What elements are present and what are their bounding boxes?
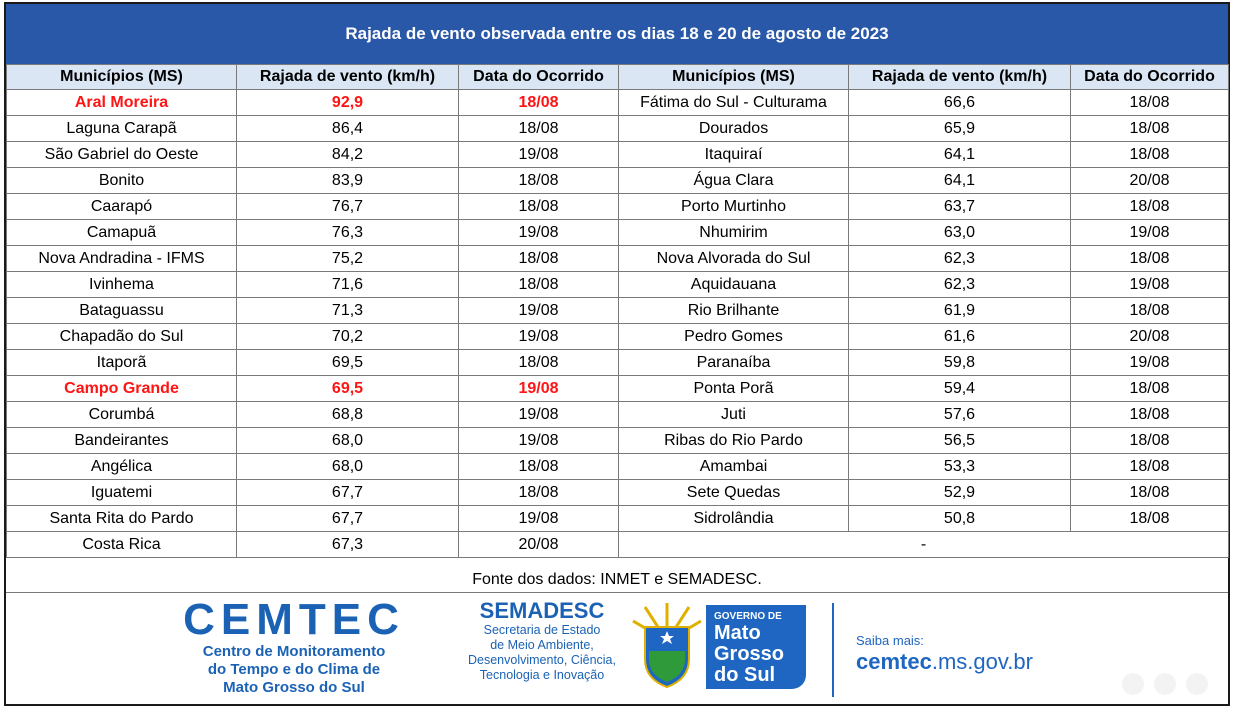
right-city-cell: Fátima do Sul - Culturama (619, 90, 849, 116)
semadesc-line-4: Tecnologia e Inovação (479, 668, 605, 682)
semadesc-line-2: de Meio Ambiente, (490, 638, 594, 652)
table-body (7, 90, 1229, 558)
left-city-cell: Camapuã (7, 220, 237, 246)
right-date-cell: 20/08 (1071, 168, 1229, 194)
wind-gust-table (6, 64, 1229, 558)
right-gust-cell: 62,3 (849, 272, 1071, 298)
left-city-cell: Angélica (7, 454, 237, 480)
right-gust-cell: 50,8 (849, 506, 1071, 532)
right-city-cell: Ponta Porã (619, 376, 849, 402)
website-link-bold: cemtec (856, 649, 932, 674)
right-date-cell: 18/08 (1071, 90, 1229, 116)
right-date-cell: 18/08 (1071, 480, 1229, 506)
right-date-cell: 18/08 (1071, 194, 1229, 220)
right-gust-cell: 56,5 (849, 428, 1071, 454)
left-date-cell: 18/08 (459, 194, 619, 220)
left-gust-cell: 67,7 (237, 506, 459, 532)
col-header-date-2: Data do Ocorrido (1071, 65, 1229, 90)
footer-logos (6, 593, 1228, 704)
table-row (7, 298, 1229, 324)
col-header-city: Municípios (MS) (7, 65, 237, 90)
left-gust-cell: 67,7 (237, 480, 459, 506)
left-date-cell: 19/08 (459, 220, 619, 246)
right-city-cell: Rio Brilhante (619, 298, 849, 324)
left-date-cell: 19/08 (459, 376, 619, 402)
right-city-cell: Juti (619, 402, 849, 428)
right-gust-cell: 64,1 (849, 168, 1071, 194)
left-gust-cell: 76,7 (237, 194, 459, 220)
left-gust-cell: 69,5 (237, 350, 459, 376)
right-date-cell: 20/08 (1071, 324, 1229, 350)
left-city-cell: Ivinhema (7, 272, 237, 298)
left-date-cell: 18/08 (459, 454, 619, 480)
cemtec-logo (174, 597, 414, 697)
left-date-cell: 19/08 (459, 142, 619, 168)
report-title: Rajada de vento observada entre os dias 18 e 20 de agosto de 2023 (6, 4, 1228, 64)
left-gust-cell: 86,4 (237, 116, 459, 142)
right-gust-cell: 62,3 (849, 246, 1071, 272)
right-city-cell: Ribas do Rio Pardo (619, 428, 849, 454)
right-city-cell: Paranaíba (619, 350, 849, 376)
table-row (7, 90, 1229, 116)
table-row (7, 376, 1229, 402)
left-date-cell: 18/08 (459, 116, 619, 142)
left-date-cell: 18/08 (459, 168, 619, 194)
cemtec-subtitle-1: Centro de Monitoramento (202, 643, 386, 660)
table-row (7, 246, 1229, 272)
left-gust-cell: 69,5 (237, 376, 459, 402)
right-gust-cell: 57,6 (849, 402, 1071, 428)
left-city-cell: Caarapó (7, 194, 237, 220)
left-city-cell: Chapadão do Sul (7, 324, 237, 350)
table-row (7, 402, 1229, 428)
semadesc-line-1: Secretaria de Estado (483, 623, 601, 637)
learn-more (856, 633, 1033, 675)
social-icon-3 (1186, 673, 1208, 695)
left-city-cell: São Gabriel do Oeste (7, 142, 237, 168)
left-date-cell: 19/08 (459, 402, 619, 428)
cemtec-subtitle-2: do Tempo e do Clima de (207, 661, 381, 678)
col-header-gust-2: Rajada de vento (km/h) (849, 65, 1071, 90)
left-city-cell: Bataguassu (7, 298, 237, 324)
right-gust-cell: 65,9 (849, 116, 1071, 142)
right-gust-cell: 52,9 (849, 480, 1071, 506)
right-date-cell: 18/08 (1071, 376, 1229, 402)
right-city-cell: Sidrolândia (619, 506, 849, 532)
cemtec-name: CEMTEC (183, 595, 405, 644)
left-date-cell: 18/08 (459, 90, 619, 116)
table-row (7, 454, 1229, 480)
left-gust-cell: 92,9 (237, 90, 459, 116)
table-row (7, 532, 1229, 558)
left-gust-cell: 70,2 (237, 324, 459, 350)
semadesc-line-3: Desenvolvimento, Ciência, (468, 653, 616, 667)
left-date-cell: 18/08 (459, 246, 619, 272)
right-gust-cell: 59,8 (849, 350, 1071, 376)
left-gust-cell: 67,3 (237, 532, 459, 558)
right-gust-cell: 63,0 (849, 220, 1071, 246)
gov-name-1: Mato (714, 622, 761, 644)
right-date-cell: 18/08 (1071, 402, 1229, 428)
right-gust-cell: 66,6 (849, 90, 1071, 116)
left-date-cell: 19/08 (459, 506, 619, 532)
right-city-cell: Itaquiraí (619, 142, 849, 168)
table-row (7, 350, 1229, 376)
right-date-cell: 18/08 (1071, 454, 1229, 480)
right-city-cell: Amambai (619, 454, 849, 480)
col-header-gust: Rajada de vento (km/h) (237, 65, 459, 90)
col-header-date: Data do Ocorrido (459, 65, 619, 90)
left-gust-cell: 71,3 (237, 298, 459, 324)
right-city-cell: Nova Alvorada do Sul (619, 246, 849, 272)
left-city-cell: Iguatemi (7, 480, 237, 506)
left-date-cell: 20/08 (459, 532, 619, 558)
right-date-cell: 18/08 (1071, 428, 1229, 454)
left-date-cell: 18/08 (459, 480, 619, 506)
right-city-cell: Porto Murtinho (619, 194, 849, 220)
website-link[interactable] (856, 649, 1033, 675)
table-row (7, 142, 1229, 168)
website-link-rest: .ms.gov.br (931, 649, 1033, 674)
right-gust-cell: 63,7 (849, 194, 1071, 220)
table-row (7, 168, 1229, 194)
left-city-cell: Aral Moreira (7, 90, 237, 116)
right-gust-cell: 61,6 (849, 324, 1071, 350)
right-date-cell: 18/08 (1071, 506, 1229, 532)
table-row (7, 194, 1229, 220)
left-date-cell: 18/08 (459, 350, 619, 376)
right-city-cell: Dourados (619, 116, 849, 142)
right-date-cell: 19/08 (1071, 350, 1229, 376)
state-crest-icon (631, 601, 703, 691)
report-frame (4, 2, 1230, 706)
gov-name-3: do Sul (714, 664, 776, 686)
left-city-cell: Costa Rica (7, 532, 237, 558)
learn-more-label: Saiba mais: (856, 633, 924, 648)
right-date-cell: 19/08 (1071, 272, 1229, 298)
table-row (7, 428, 1229, 454)
left-gust-cell: 68,8 (237, 402, 459, 428)
left-city-cell: Bonito (7, 168, 237, 194)
data-source-note: Fonte dos dados: INMET e SEMADESC. (6, 568, 1228, 593)
social-icon-1 (1122, 673, 1144, 695)
right-date-cell: 18/08 (1071, 298, 1229, 324)
table-header-row (7, 65, 1229, 90)
gov-label: GOVERNO DE (714, 611, 782, 622)
right-city-cell: Água Clara (619, 168, 849, 194)
left-city-cell: Nova Andradina - IFMS (7, 246, 237, 272)
left-city-cell: Itaporã (7, 350, 237, 376)
right-gust-cell: 64,1 (849, 142, 1071, 168)
left-date-cell: 18/08 (459, 272, 619, 298)
semadesc-name: SEMADESC (479, 598, 605, 623)
table-row (7, 272, 1229, 298)
right-city-cell: Nhumirim (619, 220, 849, 246)
semadesc-logo (442, 599, 642, 683)
col-header-city-2: Municípios (MS) (619, 65, 849, 90)
right-gust-cell: 53,3 (849, 454, 1071, 480)
table-row (7, 480, 1229, 506)
left-city-cell: Bandeirantes (7, 428, 237, 454)
left-city-cell: Laguna Carapã (7, 116, 237, 142)
empty-cell: - (619, 532, 1229, 558)
left-city-cell: Corumbá (7, 402, 237, 428)
right-date-cell: 18/08 (1071, 142, 1229, 168)
social-icon-2 (1154, 673, 1176, 695)
right-city-cell: Pedro Gomes (619, 324, 849, 350)
right-date-cell: 18/08 (1071, 246, 1229, 272)
table-row (7, 220, 1229, 246)
left-gust-cell: 84,2 (237, 142, 459, 168)
left-gust-cell: 68,0 (237, 454, 459, 480)
right-gust-cell: 59,4 (849, 376, 1071, 402)
right-gust-cell: 61,9 (849, 298, 1071, 324)
left-gust-cell: 76,3 (237, 220, 459, 246)
left-gust-cell: 71,6 (237, 272, 459, 298)
footer-divider (832, 603, 834, 697)
right-city-cell: Aquidauana (619, 272, 849, 298)
right-city-cell: Sete Quedas (619, 480, 849, 506)
gov-name-2: Grosso (714, 643, 785, 665)
table-row (7, 506, 1229, 532)
left-city-cell: Santa Rita do Pardo (7, 506, 237, 532)
table-row (7, 116, 1229, 142)
right-date-cell: 19/08 (1071, 220, 1229, 246)
left-date-cell: 19/08 (459, 324, 619, 350)
cemtec-subtitle-3: Mato Grosso do Sul (223, 679, 365, 696)
left-city-cell: Campo Grande (7, 376, 237, 402)
left-gust-cell: 75,2 (237, 246, 459, 272)
left-date-cell: 19/08 (459, 298, 619, 324)
left-gust-cell: 68,0 (237, 428, 459, 454)
table-row (7, 324, 1229, 350)
right-date-cell: 18/08 (1071, 116, 1229, 142)
left-gust-cell: 83,9 (237, 168, 459, 194)
left-date-cell: 19/08 (459, 428, 619, 454)
government-logo (706, 605, 806, 689)
